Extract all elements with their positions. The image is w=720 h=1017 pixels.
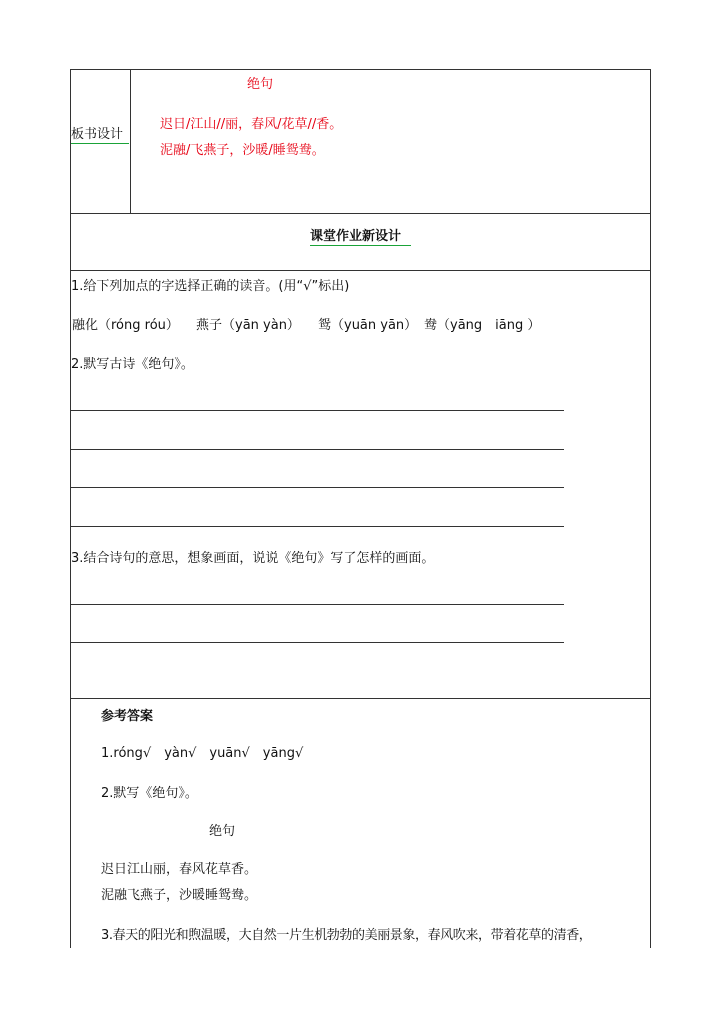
answer-poem-title: 绝句 [209, 824, 236, 839]
answer-poem-line-1: 迟日江山丽，春风花草香。 [101, 862, 258, 877]
answer-3: 3.春天的阳光和煦温暖，大自然一片生机勃勃的美丽景象，春风吹来，带着花草的清香， [101, 928, 592, 943]
writing-line [71, 449, 564, 450]
question-1: 1.给下列加点的字选择正确的读音。(用“√”标出) [71, 279, 350, 294]
board-design-label: 板书设计 [71, 127, 124, 142]
board-poem-line-2: 泥融/飞燕子，沙暖/睡鸳鸯。 [160, 143, 325, 158]
q1-option-rong: 融化（róng róu） [72, 318, 179, 333]
writing-line [71, 410, 564, 411]
writing-line [71, 642, 564, 643]
answer-poem-line-2: 泥融飞燕子，沙暖睡鸳鸯。 [101, 888, 258, 903]
document-table [70, 69, 651, 948]
homework-heading: 课堂作业新设计 [310, 229, 402, 244]
table-row-divider [70, 270, 650, 271]
homework-heading-underline [310, 245, 411, 246]
table-row-divider [70, 698, 650, 699]
writing-line [71, 487, 564, 488]
question-3: 3.结合诗句的意思，想象画面，说说《绝句》写了怎样的画面。 [71, 551, 435, 566]
writing-line [71, 604, 564, 605]
answer-2: 2.默写《绝句》。 [101, 786, 198, 801]
answer-1: 1.róng√ yàn√ yuān√ yāng√ [101, 746, 304, 761]
q1-option-yan: 燕子（yān yàn） [196, 318, 300, 333]
writing-line [71, 526, 564, 527]
q1-option-yang: 鸯（yāng iāng ） [424, 318, 541, 333]
table-row-divider [70, 213, 650, 214]
table-column-divider [130, 70, 131, 213]
question-2: 2.默写古诗《绝句》。 [71, 357, 194, 372]
q1-option-yuan: 鸳（yuān yān） [318, 318, 418, 333]
board-poem-title: 绝句 [247, 77, 274, 92]
board-poem-line-1: 迟日/江山//丽，春风/花草//香。 [160, 117, 343, 132]
answers-heading: 参考答案 [101, 709, 154, 724]
board-design-label-underline [71, 143, 129, 144]
